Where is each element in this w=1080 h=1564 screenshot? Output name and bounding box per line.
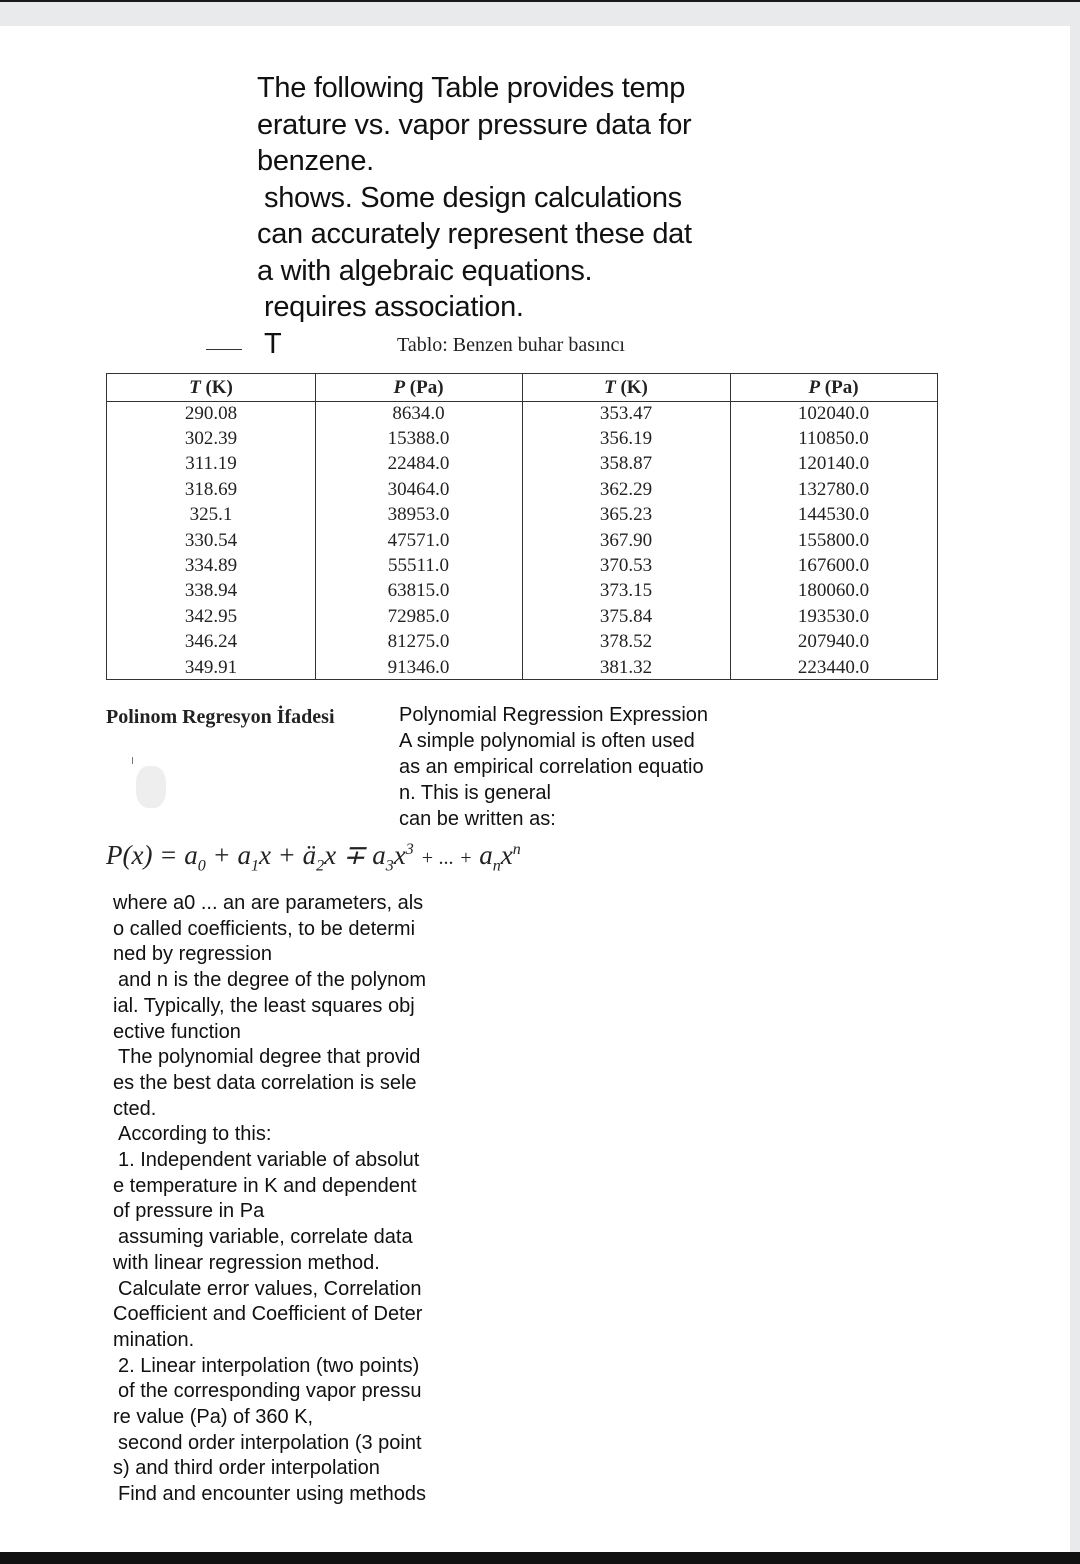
text-line: can be written as: — [399, 808, 556, 830]
text-line: where a0 ... an are parameters, als — [113, 892, 424, 914]
table-cell: 110850.0 — [798, 428, 869, 450]
stray-mark — [132, 757, 133, 764]
polynomial-formula: $P(x) = a_0 + a_1x$ + $ä_2x \mp a_3x^3$ + ... + $a_nx^n$ — [106, 840, 521, 875]
table-cell: 375.84 — [599, 605, 653, 627]
text-line: of pressure in Pa — [113, 1200, 265, 1223]
intro-line: a with algebraic equations. — [257, 254, 593, 287]
table-cell: 120140.0 — [797, 453, 870, 475]
table-caption: Tablo: Benzen buhar basıncı — [397, 334, 625, 356]
table-cell: 8634.0 — [392, 402, 445, 424]
vapor-pressure-table — [106, 373, 938, 680]
top-border — [0, 0, 1080, 2]
table-cell: 342.95 — [184, 605, 238, 627]
table-cell: 144530.0 — [797, 504, 870, 526]
table-cell: 378.52 — [599, 631, 653, 653]
table-cell: 91346.0 — [387, 656, 450, 678]
text-line: as an empirical correlation equatio — [399, 756, 704, 778]
table-cell: 81275.0 — [387, 631, 450, 653]
intro-line: can accurately represent these dat — [257, 218, 692, 250]
table-cell: 167600.0 — [797, 555, 870, 577]
table-cell: 373.15 — [599, 580, 653, 602]
text-line: cted. — [113, 1097, 157, 1120]
table-cell: 22484.0 — [387, 453, 450, 475]
table-cell: 349.91 — [184, 656, 238, 678]
bottom-border — [0, 1552, 1080, 1564]
text-line: mination. — [113, 1328, 195, 1351]
table-cell: 72985.0 — [387, 605, 450, 627]
table-cell: 132780.0 — [797, 478, 870, 500]
table-cell: 290.08 — [184, 402, 238, 424]
table-cell: 223440.0 — [797, 656, 870, 678]
text-line: es the best data correlation is sele — [113, 1071, 417, 1094]
table-cell: 346.24 — [184, 631, 238, 653]
column-divider — [522, 374, 523, 679]
text-line: with linear regression method. — [113, 1251, 380, 1274]
text-line: re value (Pa) of 360 K, — [113, 1406, 314, 1429]
table-cell: 30464.0 — [387, 478, 450, 500]
intro-paragraph — [257, 70, 727, 362]
table-cell: 362.29 — [599, 478, 653, 500]
table-cell: 311.19 — [185, 453, 237, 475]
table-cell: 356.19 — [599, 428, 653, 450]
intro-line: T — [264, 327, 282, 360]
text-line: assuming variable, correlate data — [118, 1226, 413, 1249]
column-header: T (K) — [604, 376, 648, 398]
table-cell: 330.54 — [184, 529, 238, 551]
document-page — [0, 26, 1070, 1552]
table-cell: 47571.0 — [387, 529, 450, 551]
intro-line: shows. Some design calculations — [264, 181, 682, 214]
table-cell: 358.87 — [599, 453, 653, 475]
dash-mark — [206, 349, 242, 350]
text-line: n. This is general — [399, 782, 551, 804]
intro-line: erature vs. vapor pressure data for — [257, 108, 692, 141]
text-line: 1. Independent variable of absolut — [118, 1149, 420, 1172]
smudge-mark — [136, 766, 166, 808]
text-line: ned by regression — [113, 943, 272, 966]
text-line: Calculate error values, Correlation — [118, 1277, 422, 1300]
table-cell: 334.89 — [184, 555, 238, 577]
text-line: Polynomial Regression Expression — [399, 704, 709, 726]
text-line: ial. Typically, the least squares obj — [113, 994, 415, 1017]
text-line: The polynomial degree that provid — [118, 1046, 421, 1069]
table-cell: 367.90 — [599, 529, 653, 551]
table-cell: 15388.0 — [387, 428, 450, 450]
task-description — [113, 891, 458, 1508]
table-cell: 318.69 — [184, 478, 238, 500]
table-cell: 353.47 — [599, 402, 653, 424]
text-line: According to this: — [118, 1123, 272, 1146]
intro-line: benzene. — [257, 145, 374, 177]
intro-line: requires association. — [264, 291, 524, 323]
table-cell: 155800.0 — [797, 529, 870, 551]
table-cell: 207940.0 — [797, 631, 870, 653]
table-cell: 63815.0 — [387, 580, 450, 602]
text-line: s) and third order interpolation — [113, 1457, 380, 1480]
intro-line: The following Table provides temp — [257, 72, 686, 104]
table-cell: 381.32 — [599, 656, 653, 678]
text-line: Find and encounter using methods — [118, 1483, 426, 1506]
text-line: Coefficient and Coefficient of Deter — [113, 1303, 423, 1326]
text-line: and n is the degree of the polynom — [118, 969, 426, 992]
table-cell: 302.39 — [184, 428, 238, 450]
text-line: o called coefficients, to be determi — [113, 917, 416, 940]
table-cell: 325.1 — [189, 504, 233, 526]
table-cell: 55511.0 — [387, 555, 450, 577]
table-cell: 365.23 — [599, 504, 653, 526]
text-line: second order interpolation (3 point — [118, 1431, 422, 1454]
table-cell: 193530.0 — [797, 605, 870, 627]
regression-description — [399, 702, 739, 832]
table-cell: 370.53 — [599, 555, 653, 577]
text-line: 2. Linear interpolation (two points) — [118, 1354, 420, 1377]
formula-equals: = — [159, 840, 178, 870]
regression-heading: Polinom Regresyon İfadesi — [106, 706, 335, 728]
column-divider — [730, 374, 731, 679]
table-cell: 38953.0 — [387, 504, 450, 526]
text-line: A simple polynomial is often used — [399, 730, 695, 752]
column-divider — [315, 374, 316, 679]
formula-lhs: P(x) — [106, 840, 153, 870]
column-header: P (Pa) — [393, 376, 444, 398]
text-line: of the corresponding vapor pressu — [118, 1380, 422, 1403]
column-header: T (K) — [189, 376, 233, 398]
text-line: e temperature in K and dependent — [113, 1174, 417, 1197]
text-line: ective function — [113, 1020, 241, 1043]
table-cell: 180060.0 — [797, 580, 870, 602]
column-header: P (Pa) — [808, 376, 859, 398]
table-cell: 338.94 — [184, 580, 238, 602]
table-cell: 102040.0 — [797, 402, 870, 424]
